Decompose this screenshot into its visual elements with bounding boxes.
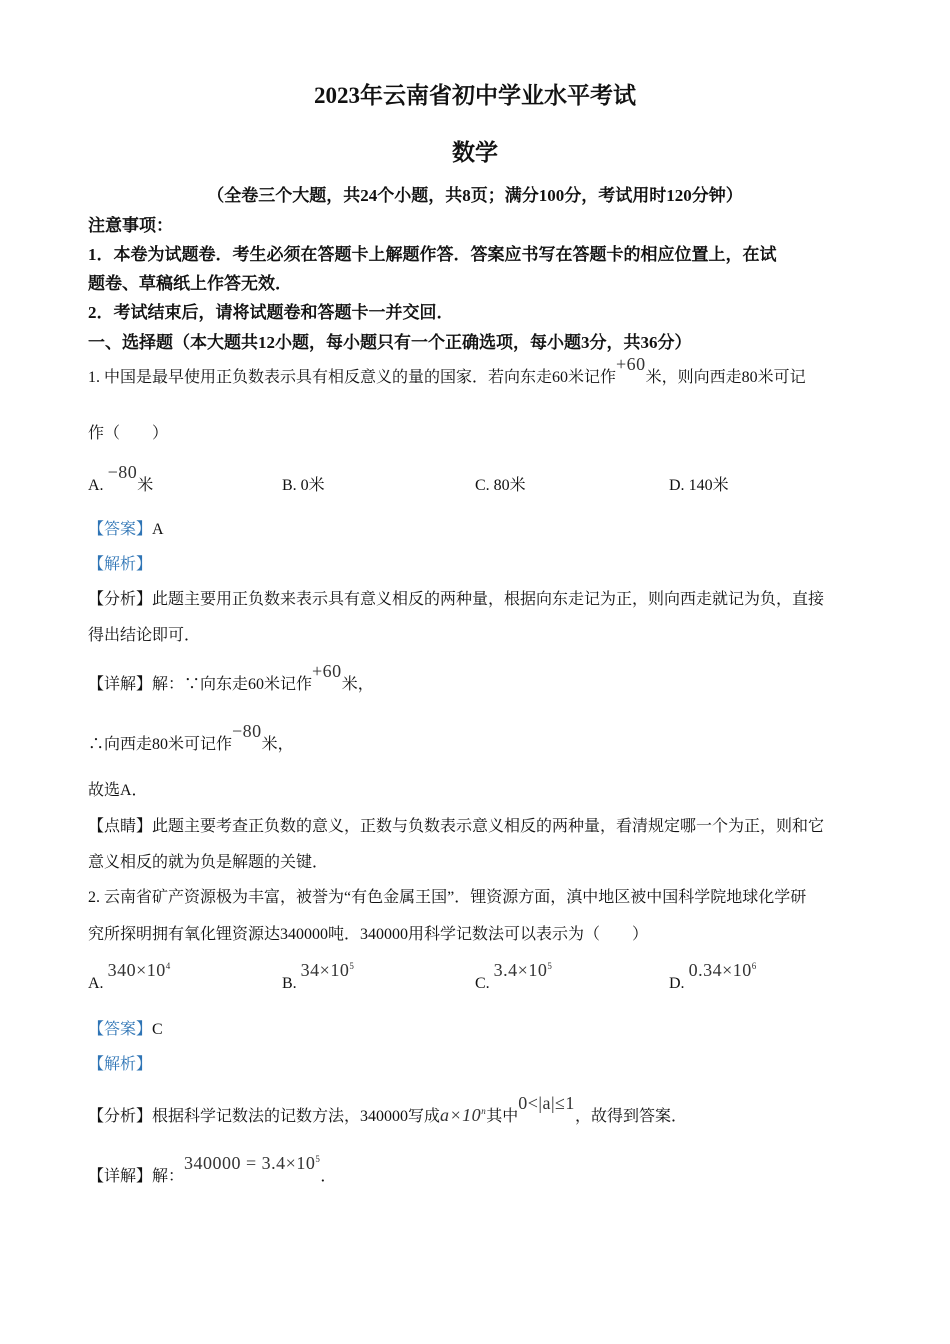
q2-stem: 2. 云南省矿产资源极为丰富，被誉为“有色金属王国”．锂资源方面，滇中地区被中国科学院地球化学研 (88, 889, 807, 906)
q1-option-c: C. 80米 (475, 477, 526, 494)
q1-stem-cont: 作（ ） (88, 425, 169, 442)
q1-stem (88, 354, 806, 388)
q2-stem-cont: 究所探明拥有氧化锂资源达340000吨．340000用科学记数法可以表示为（ ） (88, 926, 649, 943)
q1-dianjing: 【点睛】此题主要考查正负数的意义，正数与负数表示意义相反的两种量，看清规定哪一个为正，则和它 (88, 818, 825, 835)
page-title: 2023年云南省初中学业水平考试 (314, 83, 636, 108)
q1-detail-3: 故选A． (88, 782, 148, 799)
q1-detail-1: 【详解】解：∵向东走60米记作+60米， (88, 661, 374, 693)
q1-analysis-tag: 【解析】 (88, 556, 153, 573)
subject-title: 数学 (452, 140, 498, 165)
q1-fenxi: 【分析】此题主要用正负数来表示具有意义相反的两种量，根据向东走记为正，则向西走就记为负，直接 (88, 591, 825, 608)
notice-item-2: 2．考试结束后，请将试题卷和答题卡一并交回． (88, 303, 454, 322)
exam-subtitle: （全卷三个大题，共24个小题，共8页；满分100分，考试用时120分钟） (207, 186, 743, 205)
q2-option-c: C. $3.4\times 10^5$ (475, 960, 553, 992)
q1-detail-2: ∴向西走80米可记作−80米， (88, 721, 294, 753)
q1-option-b: B. 0米 (282, 477, 325, 494)
q2-fenxi: 【分析】根据科学记数法的记数方法，340000写成$a\times 10^n$其中0<|a|≤1，故得到答案． (88, 1093, 687, 1125)
notice-item-1-cont: 题卷、草稿纸上作答无效． (88, 274, 292, 293)
q1-stem-text-2: 米，则向西走80米可记 (645, 369, 806, 386)
q1-answer: 【答案】A (88, 521, 164, 538)
q1-dianjing-cont: 意义相反的就为负是解题的关键． (88, 854, 329, 871)
notice-item-1: 1．本卷为试题卷．考生必须在答题卡上解题作答．答案应书写在答题卡的相应位置上，在试 (88, 245, 777, 264)
q2-detail: 【详解】解：$340000 = 3.4\times 10^5$． (88, 1153, 337, 1185)
q2-option-a: A. $340\times 10^4$ (88, 960, 171, 992)
q2-analysis-tag: 【解析】 (88, 1056, 153, 1073)
q2-option-d: D. $0.34\times 10^6$ (669, 960, 757, 992)
q1-option-a: A. −80米 (88, 462, 154, 494)
q1-option-d: D. 140米 (669, 477, 729, 494)
q1-stem-text: 1. 中国是最早使用正负数表示具有相反意义的量的国家．若向东走60米记作 (88, 369, 617, 386)
q1-stem-math: +60 (616, 354, 646, 374)
section-heading: 一、选择题（本大题共12小题，每小题只有一个正确选项，每小题3分，共36分） (88, 333, 692, 352)
q1-fenxi-cont: 得出结论即可． (88, 627, 201, 644)
q2-answer: 【答案】C (88, 1021, 163, 1038)
notice-heading: 注意事项： (88, 216, 173, 235)
q2-option-b: B. $34\times 10^5$ (282, 960, 355, 992)
